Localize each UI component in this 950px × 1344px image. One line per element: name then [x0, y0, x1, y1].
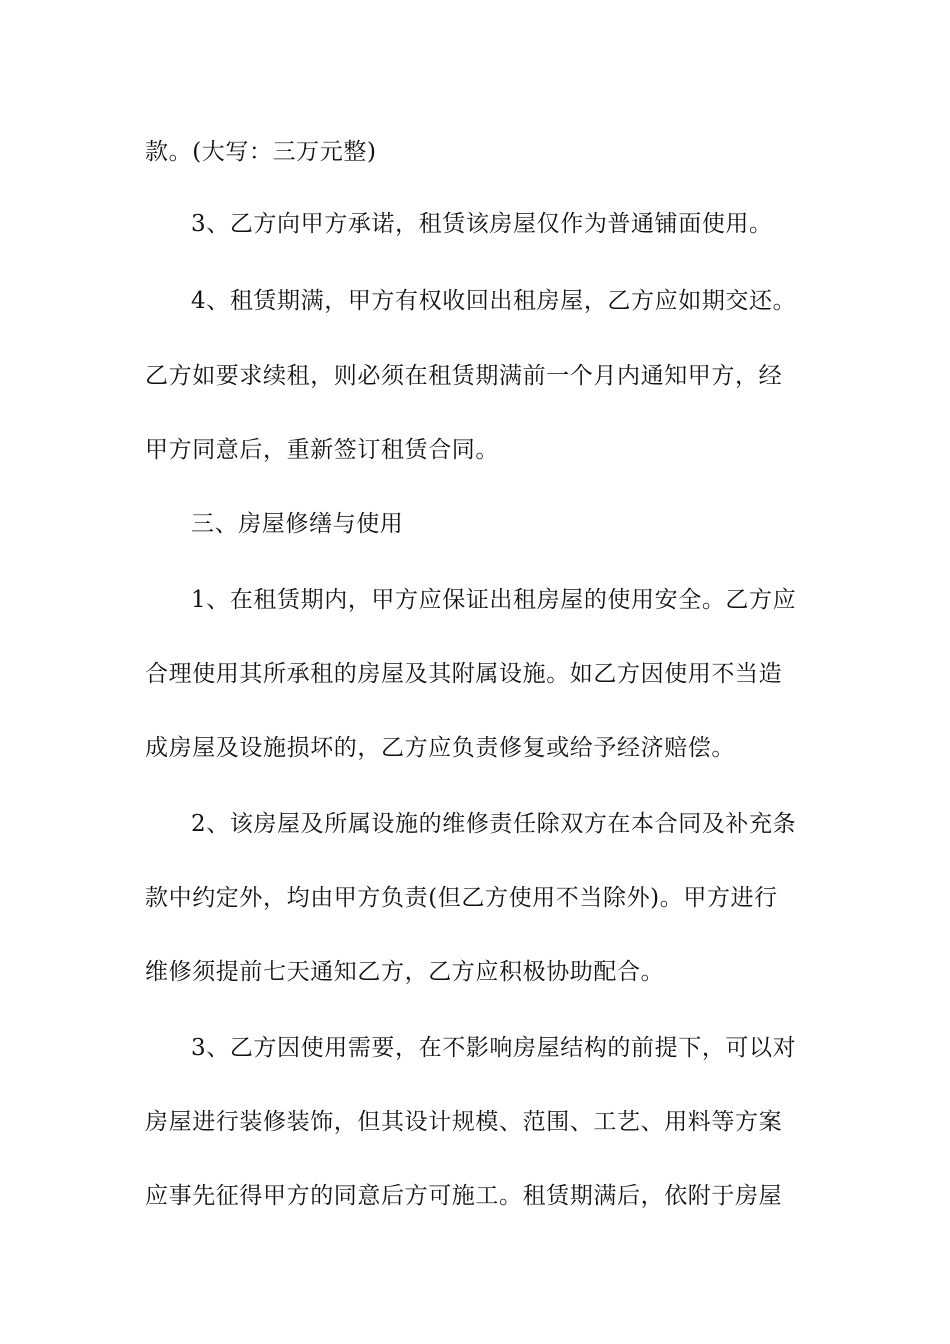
- clause-3-3: 3、乙方因使用需要，在不影响房屋结构的前提下，可以对: [191, 1035, 797, 1061]
- text-line: 维修须提前七天通知乙方，乙方应积极协助配合。: [145, 959, 665, 985]
- text-line: 应事先征得甲方的同意后方可施工。租赁期满后，依附于房屋: [145, 1183, 783, 1209]
- text-line: 房屋进行装修装饰，但其设计规模、范围、工艺、用料等方案: [145, 1109, 783, 1135]
- text-line: 款。(大写：三万元整): [145, 139, 377, 165]
- section-heading-3: 三、房屋修缮与使用: [191, 511, 404, 537]
- text-line: 甲方同意后，重新签订租赁合同。: [145, 437, 499, 463]
- clause-3-2: 2、该房屋及所属设施的维修责任除双方在本合同及补充条: [191, 811, 797, 837]
- text-line: 款中约定外，均由甲方负责(但乙方使用不当除外)。甲方进行: [145, 885, 778, 911]
- text-line: 乙方如要求续租，则必须在租赁期满前一个月内通知甲方，经: [145, 363, 783, 389]
- text-line: 合理使用其所承租的房屋及其附属设施。如乙方因使用不当造: [145, 661, 783, 687]
- clause-2-3: 3、乙方向甲方承诺，租赁该房屋仅作为普通铺面使用。: [191, 211, 773, 237]
- text-line: 成房屋及设施损坏的，乙方应负责修复或给予经济赔偿。: [145, 735, 735, 761]
- clause-3-1: 1、在租赁期内，甲方应保证出租房屋的使用安全。乙方应: [191, 587, 797, 613]
- clause-2-4: 4、租赁期满，甲方有权收回出租房屋，乙方应如期交还。: [191, 288, 797, 314]
